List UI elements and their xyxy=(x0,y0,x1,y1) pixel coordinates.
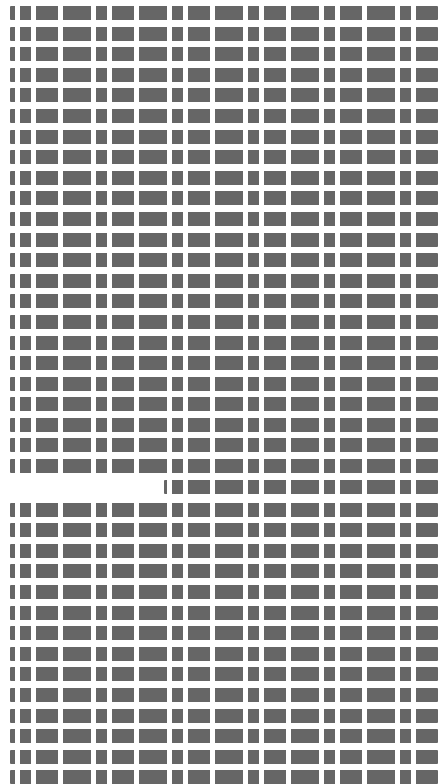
text-line xyxy=(10,6,438,20)
text-line xyxy=(10,729,438,743)
text-line xyxy=(10,626,438,640)
text-line xyxy=(10,315,438,329)
text-line xyxy=(10,130,438,144)
text-line xyxy=(10,397,438,411)
text-line xyxy=(10,109,438,123)
text-line xyxy=(10,647,438,661)
text-line xyxy=(10,585,438,599)
text-line xyxy=(10,212,438,226)
text-line xyxy=(10,459,438,473)
text-line xyxy=(164,480,438,494)
text-line xyxy=(10,523,438,537)
text-line xyxy=(10,750,438,764)
text-line xyxy=(10,606,438,620)
text-line xyxy=(10,564,438,578)
text-line xyxy=(10,68,438,82)
text-line xyxy=(10,336,438,350)
text-line xyxy=(10,709,438,723)
text-line xyxy=(10,688,438,702)
text-line xyxy=(10,294,438,308)
text-line xyxy=(10,274,438,288)
text-line xyxy=(10,150,438,164)
text-line xyxy=(10,47,438,61)
paragraph-1 xyxy=(10,6,438,494)
text-line xyxy=(10,770,438,784)
text-line xyxy=(10,253,438,267)
text-line xyxy=(10,667,438,681)
text-line xyxy=(10,171,438,185)
text-line xyxy=(10,191,438,205)
text-line xyxy=(10,233,438,247)
text-line xyxy=(10,503,438,517)
text-line xyxy=(10,544,438,558)
paragraph-2 xyxy=(10,503,438,784)
text-line xyxy=(10,88,438,102)
text-line xyxy=(10,356,438,370)
text-line xyxy=(10,27,438,41)
text-line xyxy=(10,377,438,391)
text-line xyxy=(10,418,438,432)
text-line xyxy=(10,438,438,452)
